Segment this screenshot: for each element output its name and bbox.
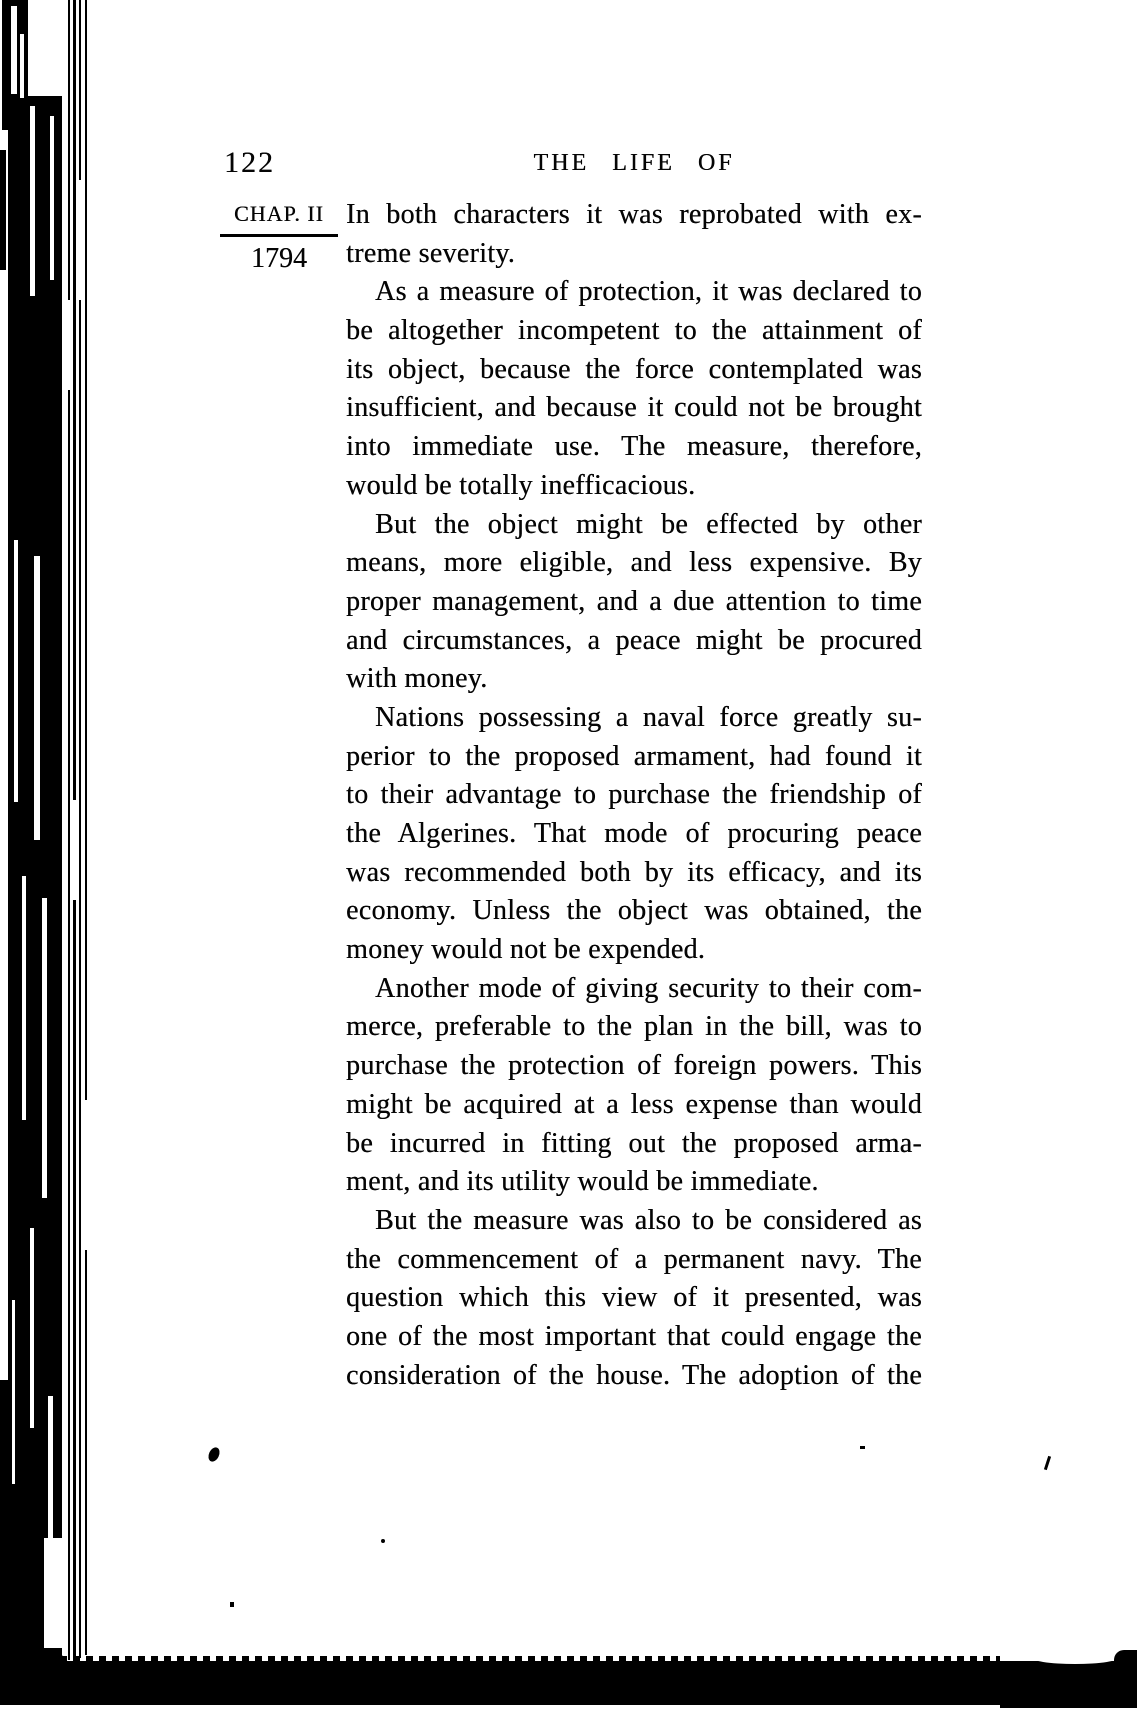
scan-artifact bbox=[30, 1228, 34, 1428]
scan-artifact bbox=[20, 34, 24, 98]
text-line: with money. bbox=[346, 663, 488, 695]
scan-artifact bbox=[1044, 1456, 1051, 1470]
text-line: its object, because the force contemplated was bbox=[346, 353, 922, 385]
scan-artifact bbox=[84, 1100, 88, 1250]
text-line: perior to the proposed armament, had found it bbox=[346, 740, 922, 772]
text-line: As a measure of protection, it was declared to bbox=[375, 276, 922, 308]
margin-year-label: 1794 bbox=[251, 243, 307, 274]
text-line: question which this view of it presented, was bbox=[346, 1282, 922, 1314]
scan-artifact bbox=[72, 800, 77, 900]
text-line: one of the most important that could engage the bbox=[346, 1320, 922, 1352]
text-line: be incurred in fitting out the proposed arma- bbox=[346, 1127, 922, 1159]
text-line: Another mode of giving security to their com- bbox=[375, 972, 922, 1004]
text-line: the commencement of a permanent navy. The bbox=[346, 1243, 922, 1275]
scan-artifact bbox=[8, 96, 62, 1662]
scan-artifact bbox=[381, 1539, 385, 1543]
text-line: ment, and its utility would be immediate. bbox=[346, 1166, 819, 1198]
scan-artifact bbox=[48, 1396, 53, 1560]
text-line: consideration of the house. The adoption of the bbox=[346, 1359, 922, 1391]
page-number: 122 bbox=[224, 146, 275, 179]
text-line: insufficient, and because it could not be brought bbox=[346, 392, 922, 424]
scan-artifact bbox=[44, 1538, 62, 1648]
scan-artifact bbox=[14, 540, 18, 802]
running-title: THE LIFE OF bbox=[533, 150, 735, 176]
scan-artifact bbox=[42, 898, 47, 1198]
scan-artifact bbox=[50, 116, 54, 280]
text-line: purchase the protection of foreign powers. This bbox=[346, 1050, 922, 1082]
margin-chapter-label: CHAP. II bbox=[234, 201, 324, 226]
text-line: would be totally inefficacious. bbox=[346, 469, 696, 501]
text-line: was recommended both by its efficacy, and its bbox=[346, 856, 922, 888]
scan-artifact bbox=[67, 300, 72, 390]
text-line: and circumstances, a peace might be procured bbox=[346, 624, 922, 656]
text-line: But the object might be effected by other bbox=[375, 508, 922, 540]
scan-artifact bbox=[0, 1380, 12, 1662]
scan-artifact bbox=[1000, 1700, 1137, 1708]
text-line: to their advantage to purchase the friendship of bbox=[346, 779, 922, 811]
scan-artifact bbox=[85, 0, 87, 1655]
text-line: means, more eligible, and less expensive. By bbox=[346, 547, 922, 579]
scan-artifact bbox=[0, 1661, 1137, 1705]
text-line: economy. Unless the object was obtained, the bbox=[346, 895, 922, 927]
text-line: Nations possessing a naval force greatly su- bbox=[375, 701, 922, 733]
scan-artifact bbox=[0, 150, 6, 270]
scan-artifact bbox=[230, 1602, 234, 1607]
text-line: might be acquired at a less expense than would bbox=[346, 1088, 922, 1120]
text-line: proper management, and a due attention to time bbox=[346, 585, 922, 617]
scan-artifact bbox=[30, 106, 35, 296]
scan-artifact bbox=[860, 1446, 865, 1449]
scan-artifact bbox=[1114, 1650, 1137, 1664]
text-line: the Algerines. That mode of procuring peace bbox=[346, 818, 922, 849]
scan-artifact bbox=[1030, 1650, 1120, 1664]
scan-artifact bbox=[22, 876, 26, 1120]
scan-artifact bbox=[28, 0, 68, 96]
scan-artifact bbox=[34, 556, 40, 840]
scan-artifact bbox=[11, 6, 17, 94]
text-line: be altogether incompetent to the attainment of bbox=[346, 315, 922, 347]
margin-rule bbox=[220, 234, 338, 237]
text-line: into immediate use. The measure, therefore, bbox=[346, 431, 922, 463]
text-line: money would not be expended. bbox=[346, 934, 706, 966]
scan-artifact bbox=[78, 180, 82, 300]
text-line: But the measure was also to be considered as bbox=[375, 1204, 922, 1236]
text-line: In both characters it was reprobated with ex- bbox=[346, 199, 922, 230]
text-line: treme severity. bbox=[346, 237, 516, 269]
text-line: merce, preferable to the plan in the bill, was to bbox=[346, 1011, 922, 1043]
scan-artifact bbox=[206, 1446, 221, 1464]
scan-artifact bbox=[68, 0, 70, 1660]
scan-artifact bbox=[12, 1300, 15, 1484]
body-text bbox=[346, 196, 922, 1395]
